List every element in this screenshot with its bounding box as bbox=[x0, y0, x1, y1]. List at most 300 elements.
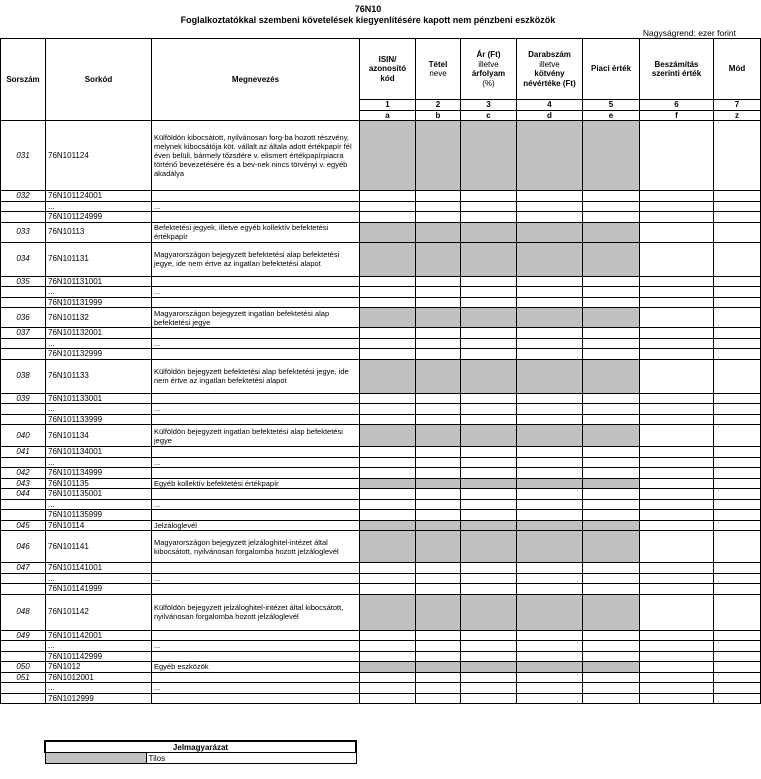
cell-piaci bbox=[583, 478, 640, 489]
cell-ar[interactable] bbox=[461, 414, 517, 425]
cell-darabszam[interactable] bbox=[517, 630, 583, 641]
cell-piaci[interactable] bbox=[583, 404, 640, 415]
cell-ar bbox=[461, 359, 517, 393]
row-code: 76N10113 bbox=[46, 222, 152, 242]
cell-piaci[interactable] bbox=[583, 641, 640, 652]
cell-beszamitas[interactable] bbox=[640, 594, 714, 630]
cell-tetel[interactable] bbox=[416, 641, 461, 652]
cell-piaci[interactable] bbox=[583, 573, 640, 584]
cell-ar[interactable] bbox=[461, 563, 517, 574]
cell-piaci[interactable] bbox=[583, 672, 640, 683]
cell-isin[interactable] bbox=[360, 393, 416, 404]
cell-mod[interactable] bbox=[714, 222, 761, 242]
cell-isin bbox=[360, 308, 416, 328]
cell-beszamitas[interactable] bbox=[640, 531, 714, 563]
cell-piaci[interactable] bbox=[583, 328, 640, 339]
row-name bbox=[152, 212, 360, 223]
table-row bbox=[1, 414, 761, 425]
cell-mod[interactable] bbox=[714, 425, 761, 447]
row-name: ... bbox=[152, 338, 360, 349]
cell-darabszam[interactable] bbox=[517, 693, 583, 704]
cell-darabszam bbox=[517, 531, 583, 563]
cell-beszamitas[interactable] bbox=[640, 468, 714, 479]
cell-tetel bbox=[416, 662, 461, 673]
cell-mod[interactable] bbox=[714, 287, 761, 298]
cell-mod[interactable] bbox=[714, 338, 761, 349]
cell-darabszam[interactable] bbox=[517, 287, 583, 298]
cell-tetel[interactable] bbox=[416, 468, 461, 479]
cell-isin[interactable] bbox=[360, 499, 416, 510]
cell-tetel[interactable] bbox=[416, 297, 461, 308]
row-name: Külföldön bejegyzett befektetési alap befektetési jegye, ide nem értve az ingatlan befektetési alapot bbox=[152, 359, 360, 393]
cell-mod[interactable] bbox=[714, 641, 761, 652]
cell-ar[interactable] bbox=[461, 573, 517, 584]
cell-isin bbox=[360, 478, 416, 489]
cell-ar[interactable] bbox=[461, 328, 517, 339]
cell-mod[interactable] bbox=[714, 563, 761, 574]
cell-beszamitas[interactable] bbox=[640, 478, 714, 489]
cell-isin[interactable] bbox=[360, 328, 416, 339]
cell-tetel[interactable] bbox=[416, 414, 461, 425]
row-number bbox=[1, 693, 46, 704]
cell-mod[interactable] bbox=[714, 531, 761, 563]
cell-tetel[interactable] bbox=[416, 489, 461, 500]
cell-darabszam bbox=[517, 478, 583, 489]
cell-piaci[interactable] bbox=[583, 212, 640, 223]
row-number: 044 bbox=[1, 489, 46, 500]
cell-isin[interactable] bbox=[360, 457, 416, 468]
cell-beszamitas[interactable] bbox=[640, 672, 714, 683]
cell-isin[interactable] bbox=[360, 276, 416, 287]
cell-ar[interactable] bbox=[461, 201, 517, 212]
row-name: Egyéb eszközök bbox=[152, 662, 360, 673]
cell-piaci[interactable] bbox=[583, 201, 640, 212]
col-letter-z: z bbox=[714, 110, 761, 121]
cell-beszamitas[interactable] bbox=[640, 641, 714, 652]
cell-darabszam[interactable] bbox=[517, 672, 583, 683]
cell-beszamitas[interactable] bbox=[640, 404, 714, 415]
cell-beszamitas[interactable] bbox=[640, 457, 714, 468]
cell-beszamitas[interactable] bbox=[640, 447, 714, 458]
cell-darabszam[interactable] bbox=[517, 457, 583, 468]
cell-darabszam[interactable] bbox=[517, 276, 583, 287]
cell-piaci bbox=[583, 594, 640, 630]
cell-piaci[interactable] bbox=[583, 468, 640, 479]
cell-darabszam[interactable] bbox=[517, 641, 583, 652]
cell-isin[interactable] bbox=[360, 672, 416, 683]
cell-mod[interactable] bbox=[714, 276, 761, 287]
cell-isin[interactable] bbox=[360, 563, 416, 574]
cell-beszamitas[interactable] bbox=[640, 510, 714, 521]
table-row bbox=[1, 308, 761, 328]
cell-piaci[interactable] bbox=[583, 630, 640, 641]
cell-mod[interactable] bbox=[714, 630, 761, 641]
cell-isin bbox=[360, 520, 416, 531]
row-number bbox=[1, 683, 46, 694]
cell-mod[interactable] bbox=[714, 191, 761, 202]
row-name bbox=[152, 414, 360, 425]
cell-piaci[interactable] bbox=[583, 510, 640, 521]
cell-darabszam[interactable] bbox=[517, 447, 583, 458]
cell-tetel[interactable] bbox=[416, 563, 461, 574]
cell-tetel[interactable] bbox=[416, 338, 461, 349]
cell-darabszam[interactable] bbox=[517, 573, 583, 584]
cell-mod[interactable] bbox=[714, 242, 761, 276]
cell-tetel[interactable] bbox=[416, 447, 461, 458]
cell-piaci[interactable] bbox=[583, 683, 640, 694]
cell-isin[interactable] bbox=[360, 641, 416, 652]
cell-isin[interactable] bbox=[360, 693, 416, 704]
cell-isin[interactable] bbox=[360, 447, 416, 458]
cell-ar[interactable] bbox=[461, 489, 517, 500]
cell-beszamitas[interactable] bbox=[640, 297, 714, 308]
cell-beszamitas[interactable] bbox=[640, 584, 714, 595]
row-code: 76N101142 bbox=[46, 594, 152, 630]
cell-piaci[interactable] bbox=[583, 489, 640, 500]
cell-mod[interactable] bbox=[714, 510, 761, 521]
row-name bbox=[152, 328, 360, 339]
table-row bbox=[1, 662, 761, 673]
col-header-darabszam bbox=[517, 39, 583, 100]
cell-isin[interactable] bbox=[360, 573, 416, 584]
row-code: 76N101142001 bbox=[46, 630, 152, 641]
cell-darabszam[interactable] bbox=[517, 297, 583, 308]
cell-tetel[interactable] bbox=[416, 212, 461, 223]
cell-tetel[interactable] bbox=[416, 672, 461, 683]
row-number bbox=[1, 499, 46, 510]
cell-tetel bbox=[416, 222, 461, 242]
cell-darabszam bbox=[517, 425, 583, 447]
cell-beszamitas[interactable] bbox=[640, 489, 714, 500]
row-name: ... bbox=[152, 573, 360, 584]
cell-tetel[interactable] bbox=[416, 276, 461, 287]
cell-mod[interactable] bbox=[714, 520, 761, 531]
cell-piaci[interactable] bbox=[583, 287, 640, 298]
cell-beszamitas[interactable] bbox=[640, 683, 714, 694]
col-header-isin bbox=[360, 39, 416, 100]
cell-beszamitas[interactable] bbox=[640, 287, 714, 298]
cell-ar[interactable] bbox=[461, 349, 517, 360]
cell-darabszam bbox=[517, 242, 583, 276]
cell-ar[interactable] bbox=[461, 630, 517, 641]
cell-tetel[interactable] bbox=[416, 573, 461, 584]
row-name bbox=[152, 693, 360, 704]
cell-darabszam[interactable] bbox=[517, 499, 583, 510]
cell-piaci[interactable] bbox=[583, 338, 640, 349]
cell-mod[interactable] bbox=[714, 359, 761, 393]
cell-tetel[interactable] bbox=[416, 328, 461, 339]
form-title: Foglalkoztatókkal szembeni követelések kiegyenlítésére kapott nem pénzbeni eszközök bbox=[180, 15, 556, 25]
cell-beszamitas[interactable] bbox=[640, 121, 714, 191]
cell-mod[interactable] bbox=[714, 651, 761, 662]
cell-isin bbox=[360, 121, 416, 191]
cell-tetel bbox=[416, 520, 461, 531]
table-row bbox=[1, 468, 761, 479]
cell-darabszam[interactable] bbox=[517, 584, 583, 595]
cell-mod[interactable] bbox=[714, 478, 761, 489]
row-code: 76N101134001 bbox=[46, 447, 152, 458]
cell-tetel[interactable] bbox=[416, 349, 461, 360]
cell-darabszam[interactable] bbox=[517, 563, 583, 574]
table-row bbox=[1, 457, 761, 468]
row-number: 050 bbox=[1, 662, 46, 673]
cell-mod[interactable] bbox=[714, 693, 761, 704]
cell-mod[interactable] bbox=[714, 349, 761, 360]
legend-swatch-forbidden bbox=[45, 753, 146, 764]
cell-beszamitas[interactable] bbox=[640, 359, 714, 393]
cell-isin[interactable] bbox=[360, 297, 416, 308]
cell-beszamitas[interactable] bbox=[640, 393, 714, 404]
col-header-ar-title2: árfolyam bbox=[471, 69, 506, 78]
cell-darabszam[interactable] bbox=[517, 191, 583, 202]
cell-piaci[interactable] bbox=[583, 297, 640, 308]
table-row bbox=[1, 287, 761, 298]
cell-darabszam[interactable] bbox=[517, 651, 583, 662]
cell-darabszam[interactable] bbox=[517, 349, 583, 360]
cell-mod[interactable] bbox=[714, 308, 761, 328]
cell-mod[interactable] bbox=[714, 404, 761, 415]
form-code: 76N10 bbox=[354, 4, 382, 14]
cell-darabszam[interactable] bbox=[517, 338, 583, 349]
cell-beszamitas[interactable] bbox=[640, 201, 714, 212]
cell-mod[interactable] bbox=[714, 468, 761, 479]
cell-isin[interactable] bbox=[360, 584, 416, 595]
cell-tetel[interactable] bbox=[416, 404, 461, 415]
cell-ar[interactable] bbox=[461, 457, 517, 468]
cell-darabszam[interactable] bbox=[517, 468, 583, 479]
cell-ar[interactable] bbox=[461, 338, 517, 349]
cell-isin[interactable] bbox=[360, 201, 416, 212]
cell-mod[interactable] bbox=[714, 662, 761, 673]
row-number: 039 bbox=[1, 393, 46, 404]
cell-tetel[interactable] bbox=[416, 693, 461, 704]
cell-ar[interactable] bbox=[461, 510, 517, 521]
cell-mod[interactable] bbox=[714, 212, 761, 223]
cell-ar bbox=[461, 594, 517, 630]
cell-isin[interactable] bbox=[360, 404, 416, 415]
cell-piaci[interactable] bbox=[583, 651, 640, 662]
cell-darabszam[interactable] bbox=[517, 489, 583, 500]
cell-tetel[interactable] bbox=[416, 287, 461, 298]
cell-tetel bbox=[416, 359, 461, 393]
cell-piaci bbox=[583, 520, 640, 531]
row-number: 043 bbox=[1, 478, 46, 489]
cell-mod[interactable] bbox=[714, 573, 761, 584]
table-row bbox=[1, 584, 761, 595]
table-row bbox=[1, 499, 761, 510]
cell-ar[interactable] bbox=[461, 641, 517, 652]
cell-isin[interactable] bbox=[360, 630, 416, 641]
cell-darabszam[interactable] bbox=[517, 683, 583, 694]
cell-ar[interactable] bbox=[461, 393, 517, 404]
row-code: 76N101142999 bbox=[46, 651, 152, 662]
cell-tetel[interactable] bbox=[416, 201, 461, 212]
cell-piaci[interactable] bbox=[583, 191, 640, 202]
cell-beszamitas[interactable] bbox=[640, 338, 714, 349]
cell-mod[interactable] bbox=[714, 672, 761, 683]
cell-darabszam[interactable] bbox=[517, 393, 583, 404]
unit-label: Nagyságrend: ezer forint bbox=[642, 28, 736, 38]
cell-beszamitas[interactable] bbox=[640, 191, 714, 202]
cell-ar[interactable] bbox=[461, 212, 517, 223]
cell-mod[interactable] bbox=[714, 499, 761, 510]
col-num-7: 7 bbox=[714, 100, 761, 111]
table-row bbox=[1, 594, 761, 630]
table-row bbox=[1, 489, 761, 500]
cell-mod[interactable] bbox=[714, 457, 761, 468]
cell-piaci[interactable] bbox=[583, 499, 640, 510]
cell-darabszam bbox=[517, 359, 583, 393]
col-num-5: 5 bbox=[583, 100, 640, 111]
row-name: ... bbox=[152, 287, 360, 298]
row-name: Magyarországon bejegyzett befektetési alap befektetési jegye, ide nem értve az ingatlan befektetési alapot bbox=[152, 242, 360, 276]
cell-beszamitas[interactable] bbox=[640, 651, 714, 662]
cell-piaci[interactable] bbox=[583, 563, 640, 574]
cell-mod[interactable] bbox=[714, 201, 761, 212]
cell-tetel[interactable] bbox=[416, 651, 461, 662]
cell-darabszam[interactable] bbox=[517, 404, 583, 415]
cell-mod[interactable] bbox=[714, 584, 761, 595]
row-code: 76N101135999 bbox=[46, 510, 152, 521]
cell-beszamitas[interactable] bbox=[640, 662, 714, 673]
cell-beszamitas[interactable] bbox=[640, 242, 714, 276]
cell-piaci[interactable] bbox=[583, 349, 640, 360]
cell-ar[interactable] bbox=[461, 404, 517, 415]
row-name: Befektetési jegyek, illetve egyéb kollektív befektetési értékpapír bbox=[152, 222, 360, 242]
cell-darabszam[interactable] bbox=[517, 510, 583, 521]
cell-ar[interactable] bbox=[461, 499, 517, 510]
cell-beszamitas[interactable] bbox=[640, 349, 714, 360]
cell-isin[interactable] bbox=[360, 338, 416, 349]
row-name bbox=[152, 630, 360, 641]
cell-mod[interactable] bbox=[714, 683, 761, 694]
cell-ar[interactable] bbox=[461, 276, 517, 287]
cell-tetel[interactable] bbox=[416, 499, 461, 510]
cell-beszamitas[interactable] bbox=[640, 414, 714, 425]
cell-isin[interactable] bbox=[360, 212, 416, 223]
cell-ar[interactable] bbox=[461, 287, 517, 298]
cell-tetel[interactable] bbox=[416, 393, 461, 404]
cell-ar[interactable] bbox=[461, 584, 517, 595]
row-number bbox=[1, 349, 46, 360]
row-number bbox=[1, 297, 46, 308]
cell-isin[interactable] bbox=[360, 414, 416, 425]
row-code: ... bbox=[46, 338, 152, 349]
cell-tetel bbox=[416, 121, 461, 191]
cell-mod[interactable] bbox=[714, 297, 761, 308]
cell-darabszam[interactable] bbox=[517, 212, 583, 223]
cell-piaci[interactable] bbox=[583, 693, 640, 704]
cell-ar bbox=[461, 308, 517, 328]
cell-ar[interactable] bbox=[461, 693, 517, 704]
cell-piaci[interactable] bbox=[583, 447, 640, 458]
cell-tetel[interactable] bbox=[416, 191, 461, 202]
row-number: 045 bbox=[1, 520, 46, 531]
row-code: 76N101124 bbox=[46, 121, 152, 191]
cell-piaci[interactable] bbox=[583, 276, 640, 287]
row-name bbox=[152, 651, 360, 662]
cell-beszamitas[interactable] bbox=[640, 520, 714, 531]
row-number: 037 bbox=[1, 328, 46, 339]
cell-tetel[interactable] bbox=[416, 630, 461, 641]
cell-beszamitas[interactable] bbox=[640, 573, 714, 584]
cell-isin[interactable] bbox=[360, 349, 416, 360]
cell-mod[interactable] bbox=[714, 447, 761, 458]
cell-piaci[interactable] bbox=[583, 584, 640, 595]
cell-tetel[interactable] bbox=[416, 683, 461, 694]
cell-piaci[interactable] bbox=[583, 457, 640, 468]
cell-isin[interactable] bbox=[360, 468, 416, 479]
row-number bbox=[1, 338, 46, 349]
cell-mod[interactable] bbox=[714, 414, 761, 425]
cell-piaci[interactable] bbox=[583, 393, 640, 404]
col-letter-b: b bbox=[416, 110, 461, 121]
cell-mod[interactable] bbox=[714, 121, 761, 191]
row-name: ... bbox=[152, 683, 360, 694]
cell-ar[interactable] bbox=[461, 447, 517, 458]
cell-darabszam[interactable] bbox=[517, 328, 583, 339]
cell-beszamitas[interactable] bbox=[640, 222, 714, 242]
cell-beszamitas[interactable] bbox=[640, 308, 714, 328]
row-number bbox=[1, 212, 46, 223]
row-name bbox=[152, 349, 360, 360]
cell-tetel[interactable] bbox=[416, 584, 461, 595]
row-code: 76N101135 bbox=[46, 478, 152, 489]
cell-tetel[interactable] bbox=[416, 457, 461, 468]
cell-beszamitas[interactable] bbox=[640, 630, 714, 641]
cell-beszamitas[interactable] bbox=[640, 276, 714, 287]
cell-tetel[interactable] bbox=[416, 510, 461, 521]
cell-ar[interactable] bbox=[461, 672, 517, 683]
cell-darabszam bbox=[517, 121, 583, 191]
cell-isin[interactable] bbox=[360, 510, 416, 521]
cell-isin[interactable] bbox=[360, 287, 416, 298]
cell-ar[interactable] bbox=[461, 297, 517, 308]
cell-mod[interactable] bbox=[714, 489, 761, 500]
cell-mod[interactable] bbox=[714, 594, 761, 630]
cell-beszamitas[interactable] bbox=[640, 499, 714, 510]
table-row bbox=[1, 641, 761, 652]
cell-darabszam[interactable] bbox=[517, 201, 583, 212]
cell-ar[interactable] bbox=[461, 191, 517, 202]
cell-beszamitas[interactable] bbox=[640, 328, 714, 339]
cell-beszamitas[interactable] bbox=[640, 563, 714, 574]
row-name bbox=[152, 489, 360, 500]
row-name: Egyéb kollektív befektetési értékpapír bbox=[152, 478, 360, 489]
cell-ar[interactable] bbox=[461, 468, 517, 479]
col-letter-e: e bbox=[583, 110, 640, 121]
table-row bbox=[1, 276, 761, 287]
cell-mod[interactable] bbox=[714, 393, 761, 404]
cell-isin[interactable] bbox=[360, 683, 416, 694]
cell-mod[interactable] bbox=[714, 328, 761, 339]
cell-isin[interactable] bbox=[360, 651, 416, 662]
row-code: 76N1012 bbox=[46, 662, 152, 673]
cell-isin[interactable] bbox=[360, 489, 416, 500]
cell-beszamitas[interactable] bbox=[640, 425, 714, 447]
row-code: 76N1012999 bbox=[46, 693, 152, 704]
cell-isin[interactable] bbox=[360, 191, 416, 202]
cell-ar[interactable] bbox=[461, 683, 517, 694]
cell-darabszam[interactable] bbox=[517, 414, 583, 425]
cell-beszamitas[interactable] bbox=[640, 212, 714, 223]
cell-ar[interactable] bbox=[461, 651, 517, 662]
cell-beszamitas[interactable] bbox=[640, 693, 714, 704]
row-number bbox=[1, 404, 46, 415]
row-number: 041 bbox=[1, 447, 46, 458]
cell-piaci[interactable] bbox=[583, 414, 640, 425]
col-header-ar-title: Ár (Ft) bbox=[476, 50, 501, 59]
